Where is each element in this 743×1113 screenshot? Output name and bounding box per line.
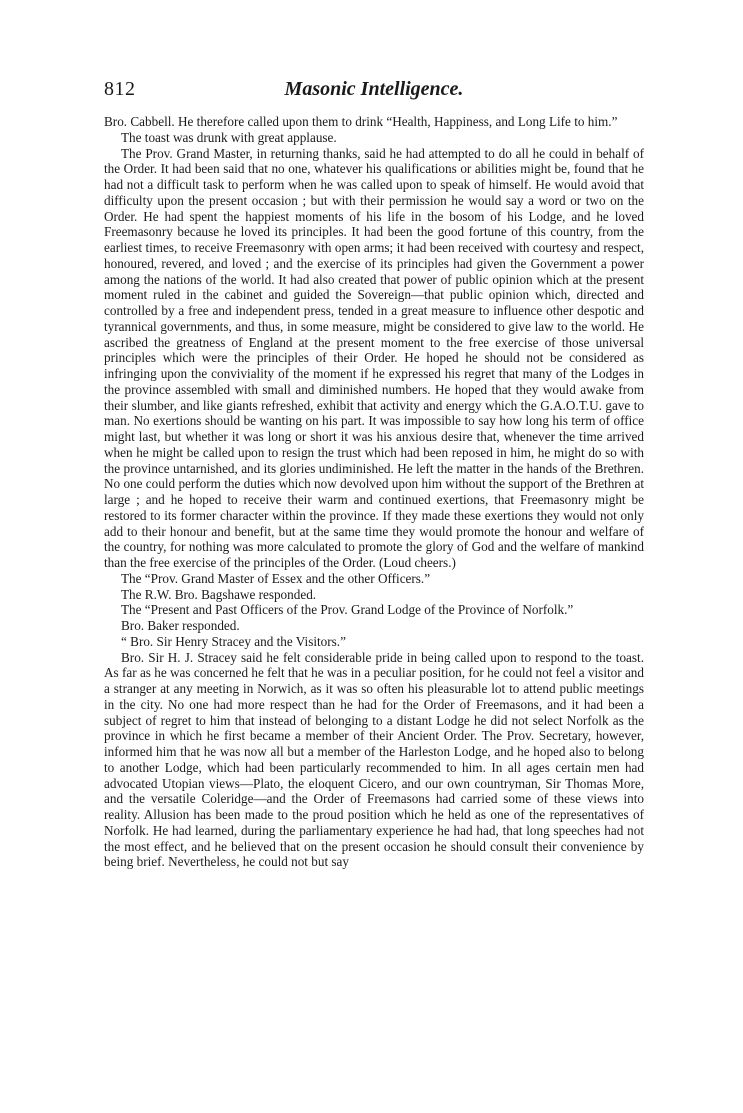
paragraph: “ Bro. Sir Henry Stracey and the Visitors.” (121, 633, 346, 649)
paragraph: Bro. Cabbell. He therefore called upon them to drink “Health, Happiness, and Long Life to him.” (104, 114, 618, 129)
page (104, 78, 644, 870)
paragraph: The “Prov. Grand Master of Essex and the other Officers.” (121, 570, 431, 586)
paragraph: The “Present and Past Officers of the Prov. Grand Lodge of the Province of Norfolk.” (121, 602, 574, 618)
running-title: Masonic Intelligence. (284, 78, 464, 100)
paragraph: The R.W. Bro. Bagshawe responded. (121, 586, 317, 602)
paragraph: The Prov. Grand Master, in returning thanks, said he had attempted to do all he could in behalf of the Order. It had been said that no one, whatever his qualifications or abilities might be, found that he had not a difficult task to perform when he was called upon to speak of himself. He would avoid that difficulty upon the present occasion ; but with their permission he would say a word or two on the Order. He had spent the happiest moments of his life in the bosom of his Lodge, and he loved Freemasonry because he loved its principles. It had been the good fortune of this country, from the earliest times, to receive Freemasonry with open arms; it had been received with courtesy and respect, honoured, revered, and loved ; and the exercise of its principles had given the Government a power among the nations of the world. It had also created that power of public opinion which at the present moment ruled in the cabinet and guided the Sovereign—that public opinion which, directed and controlled by a free and independent press, tended in a great measure to influence other despotic and tyrannical governments, and thus, in some measure, might be considered to give law to the world. He ascribed the greatness of England at the present moment to the free exercise of those universal principles which were the principles of their Order. He hoped he should not be considered as infringing upon the conviviality of the moment if he expressed his regret that many of the Lodges in the province assembled with small and diminished numbers. He hoped that they would awake from their slumber, and like giants refreshed, exhibit that activity and energy which the G.A.O.T.U. gave to man. No exertions should be wanting on his part. It was impossible to say how long his term of office might last, but whether it was long or short it was his anxious desire that, whenever the time arrived when he might be called upon to resign the trust which had been reposed in him, he might do so with the province untarnished, and its glories undiminished. He left the matter in the hands of the Brethren. No one could perform the duties which now devolved upon him without the support of the Brethren at large ; and he hoped to receive their warm and continued exertions, that Freemasonry might be restored to its former character within the province. If they made these exertions they would not only add to their honour and benefit, but at the same time they would promote the honour and welfare of the country, for nothing was more calculated to promote the glory of God and the welfare of mankind than the free exercise of the principles of the Order. (Loud cheers.) (104, 145, 644, 570)
paragraph: Bro. Baker responded. (121, 618, 240, 633)
page-number: 812 (104, 78, 136, 100)
article-body (104, 114, 644, 870)
page-header (104, 78, 644, 114)
paragraph: The toast was drunk with great applause. (121, 129, 337, 145)
paragraph: Bro. Sir H. J. Stracey said he felt considerable pride in being called upon to respond to the toast. As far as he was concerned he felt that he was in a peculiar position, for he could not feel a visitor and a stranger at any meeting in Norwich, as it was so often his pleasurable lot to attend public meetings in the city. No one had more respect than he had for the Order of Freemasons, and it had been a subject of regret to him that instead of belonging to a distant Lodge he did not select Norfolk as the province in which he first became a member of their Ancient Order. The Prov. Secretary, however, informed him that he was now all but a member of the Harleston Lodge, and he hoped also to belong to another Lodge, which had been particularly recommended to him. In all ages certain men had advocated Utopian views—Plato, the eloquent Cicero, and our own countryman, Sir Thomas More, and the versatile Coleridge—and the Order of Freemasons had carried some of these views into reality. Allusion has been made to the proud position which he held as one of the representatives of Norfolk. He had learned, during the parliamentary experience he had had, that long speeches had not the most effect, and he believed that on the present occasion he should consult their convenience by being brief. Nevertheless, he could not but say (104, 649, 644, 870)
